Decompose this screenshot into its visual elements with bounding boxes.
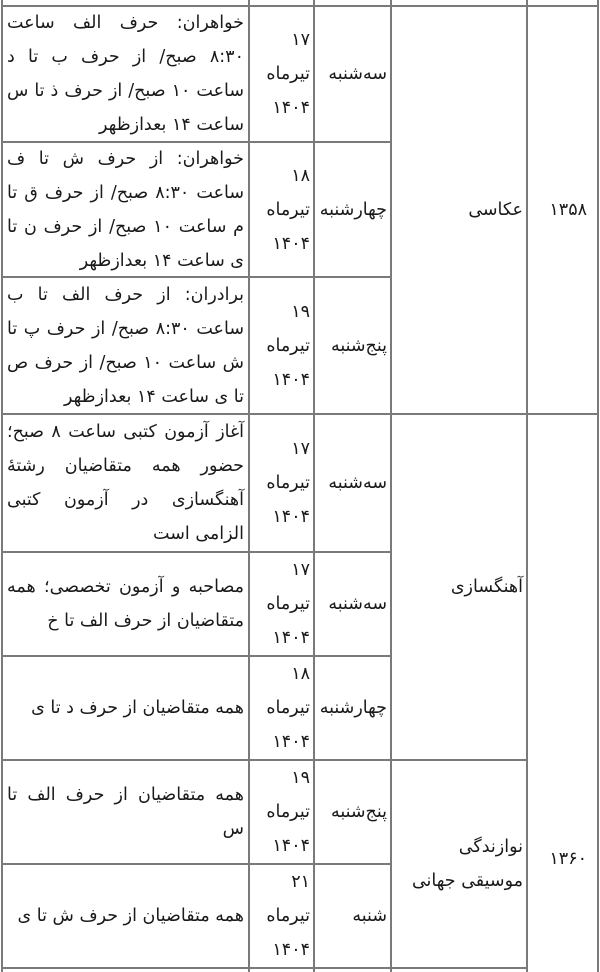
date-cell: ۱۸ تیرماه ۱۴۰۴	[266, 664, 310, 752]
day-cell: چهارشنبه	[319, 698, 387, 718]
date-cell: ۲۱ تیرماه ۱۴۰۴	[266, 872, 310, 960]
date-cell: ۱۷ تیرماه ۱۴۰۴	[266, 560, 310, 648]
description-cell: خواهران: حرف الف ساعت ۸:۳۰ صبح/ از حرف ب تا د ساعت ۱۰ صبح/ از حرف ذ تا س ساعت ۱۴ بعدازظهر	[7, 13, 245, 135]
field-label-line1: نوازندگی	[458, 837, 523, 857]
description-cell: آغاز آزمون کتبی ساعت ۸ صبح؛ حضور همه متقاضیان رشتهٔ آهنگسازی در آزمون کتبی الزامی است	[7, 422, 244, 544]
grid-line	[1, 967, 528, 969]
year-cell	[528, 7, 597, 413]
date-cell: ۱۹ تیرماه ۱۴۰۴	[266, 768, 310, 856]
date-cell	[250, 0, 313, 5]
day-cell: شنبه	[352, 906, 387, 926]
date-cell: ۱۹ تیرماه ۱۴۰۴	[266, 301, 310, 390]
day-cell: پنج‌شنبه	[330, 335, 387, 356]
field-label: آهنگسازی	[450, 577, 523, 597]
date-cell: ۱۸ تیرماه ۱۴۰۴	[266, 165, 310, 254]
day-cell: سه‌شنبه	[328, 64, 387, 84]
day-cell: سه‌شنبه	[328, 473, 387, 493]
field-cell	[392, 7, 526, 413]
year-cell	[528, 415, 597, 972]
date-cell: ۱۷ تیرماه ۱۴۰۴	[266, 439, 310, 527]
field-label-line2: موسیقی جهانی	[411, 871, 523, 891]
description-cell: همه متقاضیان از حرف د تا ی	[31, 698, 244, 718]
description-cell: همه متقاضیان از حرف ش تا ی	[17, 906, 244, 926]
description-cell: برادران: از حرف الف تا ب ساعت ۸:۳۰ صبح/ از حرف پ تا ش ساعت ۱۰ صبح/ از حرف ص تا ی ساعت ۱۴ بعدازظهر	[7, 284, 245, 407]
day-cell: پنج‌شنبه	[330, 802, 387, 822]
description-cell: مصاحبه و آزمون تخصصی؛ همه متقاضیان از حرف الف تا خ	[7, 577, 244, 631]
day-cell: سه‌شنبه	[328, 594, 387, 614]
field-cell	[392, 761, 526, 967]
year-label: ۱۳۵۸	[549, 200, 587, 220]
year-label: ۱۳۶۰	[549, 849, 587, 869]
field-cell	[392, 415, 526, 759]
date-cell: ۱۷ تیرماه ۱۴۰۴	[266, 30, 310, 118]
day-cell: چهارشنبه	[319, 199, 387, 220]
description-cell: خواهران: از حرف ش تا ف ساعت ۸:۳۰ صبح/ از حرف ق تا م ساعت ۱۰ صبح/ از حرف ن تا ی ساعت ۱۴ بعدازظهر	[7, 148, 245, 271]
description-cell: همه متقاضیان از حرف الف تا س	[7, 785, 244, 839]
field-label: عکاسی	[468, 200, 523, 220]
grid-line	[597, 0, 599, 972]
